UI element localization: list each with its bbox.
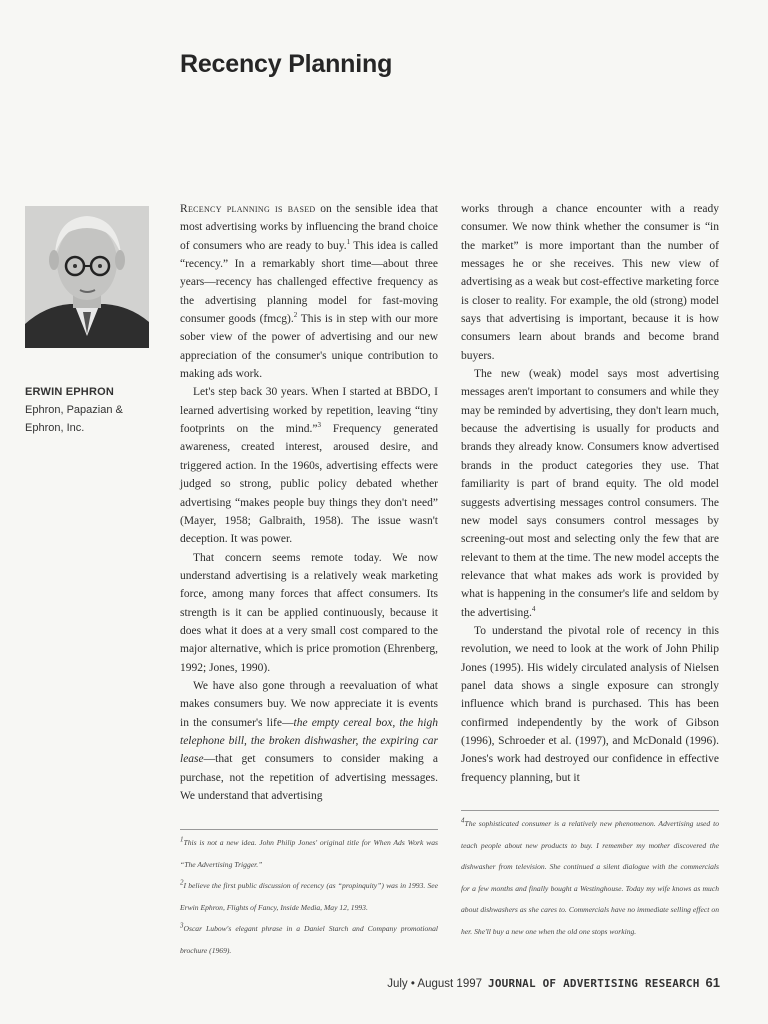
body-column-right xyxy=(461,200,719,787)
lead-in: Recency planning is based xyxy=(180,203,316,215)
footnote-divider xyxy=(461,810,719,811)
footnote: 2I believe the first public discussion of recency (as “propinquity”) was in 1993. See Erwin Ephron, Flights of Fancy, Inside Media, May 12, 1993. xyxy=(180,878,438,912)
paragraph: That concern seems remote today. We now understand advertising is a relatively weak marketing force, among many forces that affect consumers. Its strength is it can be applied continuously, because it does what it does at a very small cost compared to the major alternative, which is price promotion (Ehrenberg, 1992; Jones, 1990). xyxy=(180,551,438,674)
footnote: 1This is not a new idea. John Philip Jones' original title for When Ads Work was “The Advertising Trigger.” xyxy=(180,835,438,869)
page-footer xyxy=(387,975,720,990)
author-name: ERWIN EPHRON xyxy=(25,386,114,398)
article-title: Recency Planning xyxy=(180,50,393,78)
author-photo xyxy=(25,206,149,348)
paragraph: We have also gone through a reevaluation of what makes consumers buy. We now appreciate it is events in the consumer's life—the empty cereal box, the high telephone bill, the broken dishwasher, the expiring car lease—that get consumers to consider making a purchase, not the repetition of advertising messages. We understand that advertising xyxy=(180,679,438,802)
footnote-ref[interactable]: 1 xyxy=(346,237,351,246)
paragraph: To understand the pivotal role of recency in this revolution, we need to look at the work of John Philip Jones (1995). His widely circulated analysis of Nielsen panel data shows a single exposure can strongly influence which brand is purchased. This has been confirmed independently by the work of Gibson (1996), Schroeder et al. (1997), and McDonald (1996). Jones's work had destroyed our confidence in effective frequency planning, but it xyxy=(461,624,719,784)
author-block xyxy=(25,383,165,437)
paragraph: Let's step back 30 years. When I started at BBDO, I learned advertising worked by repetition, leaving “tiny footprints on the mind.”$^3$ Frequency generated awareness, created interest, aroused desire, and triggered action. In the 1960s, advertising effects were judged so strong, public policy debated whether advertising “makes people buy things they don't need” (Mayer, 1958; Galbraith, 1958). The issue wasn't deception. It was power. xyxy=(180,386,438,546)
footnote-ref[interactable]: 4 xyxy=(531,604,536,613)
footnote: 4The sophisticated consumer is a relatively new phenomenon. Advertising used to teach people about new products to buy. I remember my mother discovered the dishwasher from television. She continued a silent dialogue with the commercials for a few months and finally bought a Westinghouse. Today my wife knows as much about dishwashers as she cares to. Commercials have no immediate selling effect on her. She'll buy a new one when the old one stops working. xyxy=(461,816,719,936)
footnote-ref[interactable]: 3 xyxy=(317,421,322,430)
footnote-ref[interactable]: 2 xyxy=(293,311,298,320)
footnotes-left xyxy=(180,832,438,961)
footnote-divider xyxy=(180,829,438,830)
paragraph: Recency planning is based on the sensible idea that most advertising works by influencing the brand choice of consumers who are ready to buy.$^1$ This idea is called “recency.” In a remarkably short time—about three years—recency has challenged effective frequency as the advertising planning model for fast-moving consumer goods (fmcg).$^2$ This is in step with our more sober view of the power of advertising and our new appreciation of the consumer's unique contribution to making ads work. xyxy=(180,203,438,381)
page-number: 61 xyxy=(705,975,720,990)
paragraph: The new (weak) model says most advertising messages aren't important to consumers and while they may be reminded by advertising, they don't learn much, because the advertising is usually for products and brands they already know. Consumers know advertised brands in the product categories they use. That familiarity is part of brand equity. The old model suggests advertising messages control consumers. The new model says consumers control messages by screening-out most and selecting only the few that are relevant to them at the time. The new model accepts the relevance that what makes ads work is provided by what is happening in the consumer's life and seldom by the advertising.$^4$ xyxy=(461,368,719,619)
paragraph: works through a chance encounter with a ready consumer. We now think whether the consumer is “in the market” is more important than the number of messages he or she receives. This new view of advertising as a weak but cost-effective marketing force is closer to reality. For example, the old (strong) model says that advertising is important, because it is how consumers learn about brands and become brand buyers. xyxy=(461,203,719,362)
footnote: 3Oscar Lubow's elegant phrase in a Daniel Starch and Company promotional brochure (1969). xyxy=(180,921,438,955)
issue-date: July • August 1997 xyxy=(387,978,483,990)
footnotes-right xyxy=(461,813,719,942)
author-affiliation-line-1: Ephron, Papazian & xyxy=(25,404,123,416)
body-column-left xyxy=(180,200,438,805)
journal-name: JOURNAL OF ADVERTISING RESEARCH xyxy=(488,977,700,990)
author-affiliation-line-2: Ephron, Inc. xyxy=(25,422,85,434)
